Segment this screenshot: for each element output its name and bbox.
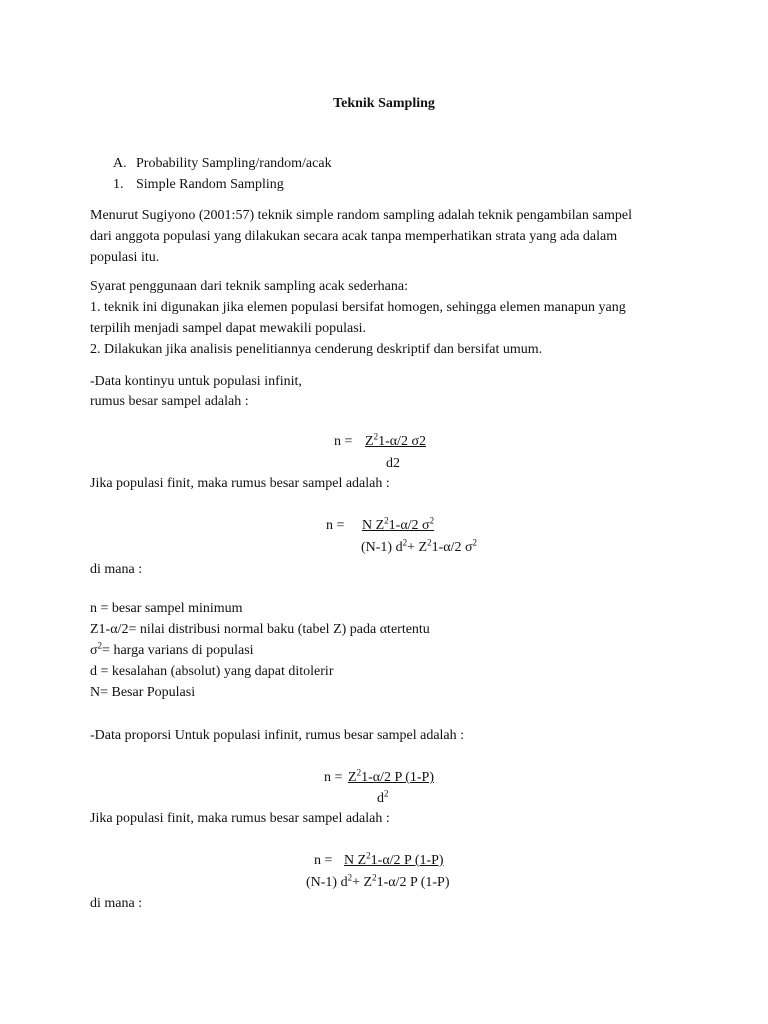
formula4-numerator: N $Z^21-\alpha/2$ P (1-P) bbox=[344, 850, 444, 868]
formula4-denominator: (N-1) $d^2+ Z^21-\alpha/2$ P (1-P) bbox=[306, 872, 450, 890]
syarat-line-3: 2. Dilakukan jika analisis penelitiannya cenderung deskriptif dan bersifat umum. bbox=[90, 342, 543, 357]
formula1-numerator: $Z^21-\alpha/2$ σ2 bbox=[365, 431, 426, 449]
formula1-lhs: n = bbox=[334, 434, 353, 449]
dimana-label-2: di mana : bbox=[90, 896, 143, 911]
proporsi-line: -Data proporsi Untuk populasi infinit, rumus besar sampel adalah : bbox=[90, 728, 465, 743]
formula2-lhs: n = bbox=[326, 518, 345, 533]
definition-z: Z1-α/2= nilai distribusi normal baku (tabel Z) pada αtertentu bbox=[90, 622, 430, 637]
definition-n: n = besar sampel minimum bbox=[90, 601, 243, 616]
syarat-heading: Syarat penggunaan dari teknik sampling acak sederhana: bbox=[90, 279, 408, 294]
intro-line-2: dari anggota populasi yang dilakukan secara acak tanpa memperhatikan strata yang ada dalam bbox=[90, 229, 618, 244]
formula2-denominator: (N-1) $d^2+ Z^21-\alpha/2$ $\sigma^2$ bbox=[361, 537, 477, 555]
list-item-probability-sampling: Probability Sampling/random/acak bbox=[136, 156, 332, 171]
formula3-lhs: n = bbox=[324, 770, 343, 785]
formula1-denominator: d2 bbox=[386, 456, 400, 471]
definition-d: d = kesalahan (absolut) yang dapat ditolerir bbox=[90, 664, 334, 679]
finit-line-1: Jika populasi finit, maka rumus besar sampel adalah : bbox=[90, 476, 390, 491]
formula4-lhs: n = bbox=[314, 853, 333, 868]
list-marker-1: 1. bbox=[113, 177, 124, 192]
definition-N: N= Besar Populasi bbox=[90, 685, 196, 700]
syarat-line-2: terpilih menjadi sampel dapat mewakili populasi. bbox=[90, 321, 367, 336]
intro-line-3: populasi itu. bbox=[90, 250, 160, 265]
syarat-line-1: 1. teknik ini digunakan jika elemen populasi bersifat homogen, sehingga elemen manapun yang bbox=[90, 300, 626, 315]
intro-line-1: Menurut Sugiyono (2001:57) teknik simple random sampling adalah teknik pengambilan sampel bbox=[90, 208, 633, 223]
formula3-numerator: $Z^21-\alpha/2$ P (1-P) bbox=[348, 767, 434, 785]
list-item-simple-random-sampling: Simple Random Sampling bbox=[136, 177, 284, 192]
definition-sigma: $\sigma^2=$ harga varians di populasi bbox=[90, 640, 254, 658]
list-marker-a: A. bbox=[113, 156, 127, 171]
formula2-numerator: N $Z^21-\alpha/2$ $\sigma^2$ bbox=[362, 515, 435, 533]
dimana-label-1: di mana : bbox=[90, 562, 143, 577]
finit-line-2: Jika populasi finit, maka rumus besar sampel adalah : bbox=[90, 811, 390, 826]
formula3-denominator: $d^2$ bbox=[377, 788, 389, 806]
page-title: Teknik Sampling bbox=[333, 96, 435, 111]
kontinu-line-2: rumus besar sampel adalah : bbox=[90, 394, 249, 409]
kontinu-line-1: -Data kontinyu untuk populasi infinit, bbox=[90, 374, 302, 389]
